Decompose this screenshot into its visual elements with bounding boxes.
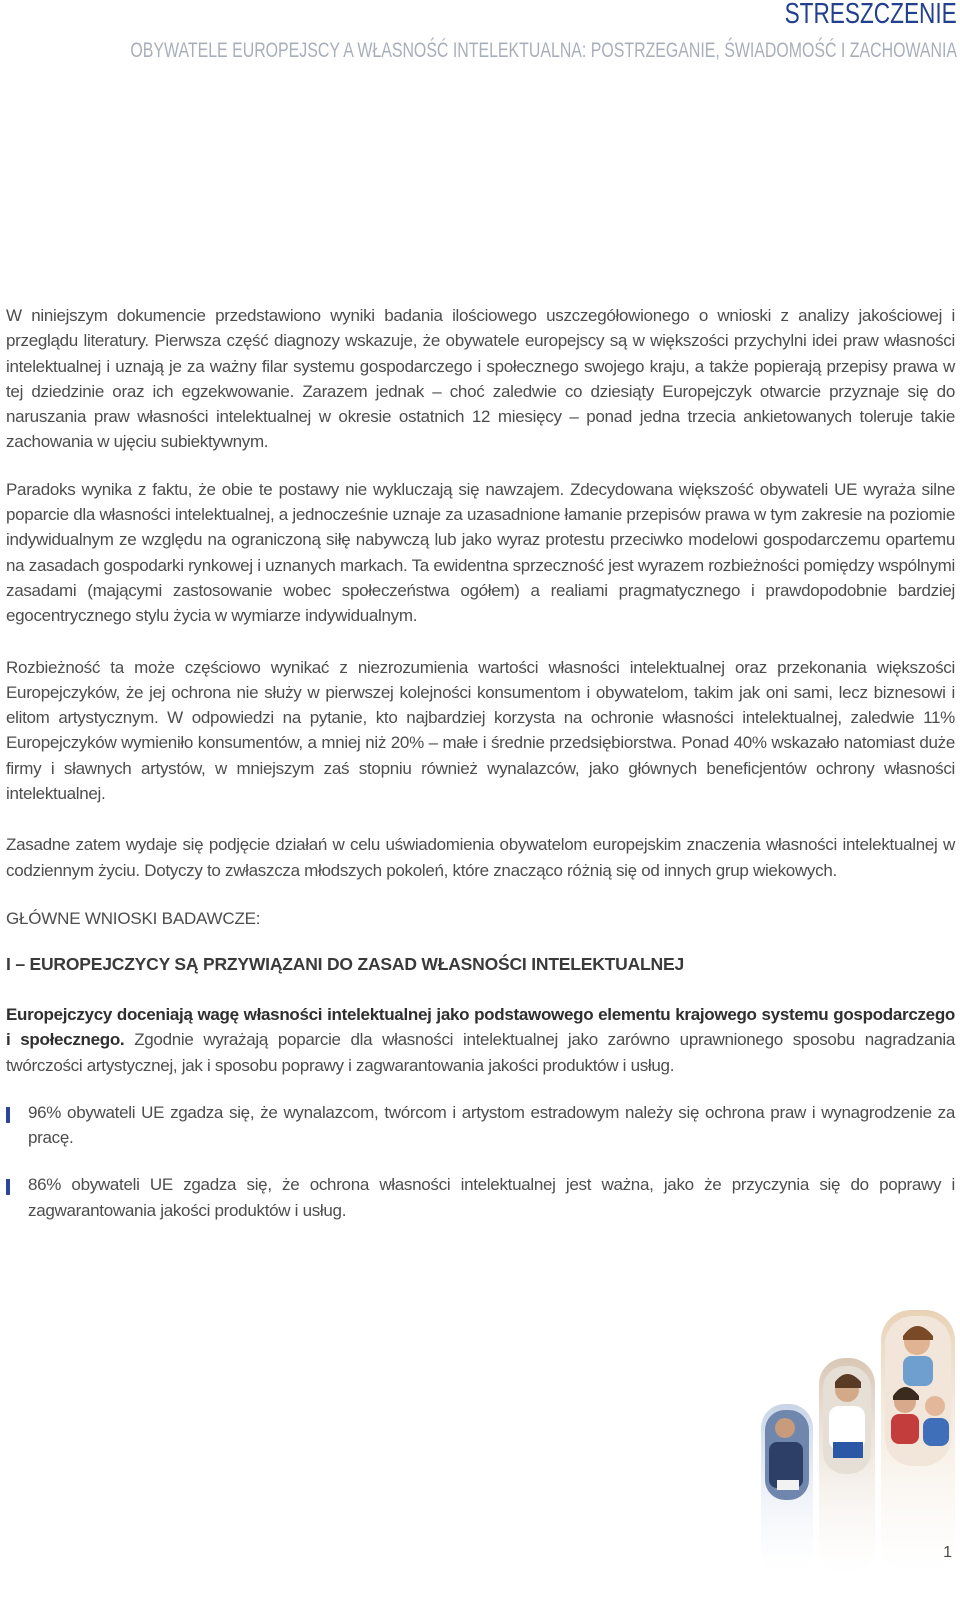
discrepancy-paragraph: Rozbieżność ta może częściowo wynikać z niezrozumienia wartości własności intelektualnej oraz przekonania większości Europejczyków, że jej ochrona nie służy w pierwszej kolejności konsumentom i obywatelom, takim jak oni sami, lecz biznesowi i elitom artystycznym. W odpowiedzi na pytanie, kto najbardziej korzysta na ochronie własności intelektualnej, zaledwie 11% Europejczyków wymieniło konsumentów, a mniej niż 20% – małe i średnie przedsiębiorstwa. Ponad 40% wskazało natomiast duże firmy i sławnych artystów, w mniejszym zaś stopniu również wynalazców, jako głównych beneficjentów ochrony własności intelektualnej.: [6, 657, 955, 804]
bullet-text: 96% obywateli UE zgadza się, że wynalazcom, twórcom i artystom estradowym należy się ochrona praw i wynagrodzenie za pracę.: [28, 1102, 955, 1148]
document-subtitle: OBYWATELE EUROPEJSCY A WŁASNOŚĆ INTELEKTUALNA: POSTRZEGANIE, ŚWIADOMOŚĆ I ZACHOWANIA: [130, 38, 957, 62]
intro-paragraph: W niniejszym dokumencie przedstawiono wyniki badania ilościowego uszczegółowionego o wnioski z analizy jakościowej i przeglądu literatury. Pierwsza część diagnozy wskazuje, że obywatele europejscy są w większości przychylni idei praw własności intelektualnej i uznają je za ważny filar systemu gospodarczego i społecznego swojego kraju, a także popierają przepisy prawa w tej dziedzinie oraz ich egzekwowanie. Zarazem jednak – choć zaledwie co dziesiąty Europejczyk otwarcie przyznaje się do naruszania praw własności intelektualnej w okresie ostatnich 12 miesięcy – ponad jedna trzecia ankietowanych toleruje takie zachowania w ujęciu subiektywnym.: [6, 306, 955, 452]
document-title: STRESZCZENIE: [784, 0, 957, 30]
lead-bold-text: Europejczycy doceniają wagę własności intelektualnej jako podstawowego elementu krajowego systemu gospodarczego i społecznego.: [6, 1004, 955, 1050]
bullet-item: [6, 1100, 955, 1151]
bullet-item: [6, 1172, 955, 1223]
photo-collage-image: [755, 1310, 960, 1614]
bullet-bar-icon: [6, 1179, 10, 1195]
lead-paragraph: [6, 1002, 955, 1078]
main-content: [6, 303, 955, 1223]
page-number: 1: [943, 1544, 952, 1561]
lead-rest-text: Zgodnie wyrażają poparcie dla własności intelektualnej jako zarówno uprawnionego sposobu nagradzania twórczości artystycznej, jak i sposobu poprawy i zagwarantowania jakości produktów i usług.: [6, 1030, 956, 1075]
paradox-paragraph: Paradoks wynika z faktu, że obie te postawy nie wykluczają się nawzajem. Zdecydowana większość obywateli UE wyraża silne poparcie dla własności intelektualnej, a jednocześnie uznaje za uzasadnione łamanie przepisów prawa w tym zakresie na poziomie indywidualnym ze względu na ograniczoną siłę nabywczą lub jako wyraz protestu przeciwko modelowi gospodarczemu opartemu na zasadach gospodarki rynkowej i uznanych markach. Ta ewidentna sprzeczność jest wyrazem rozbieżności pomiędzy wspólnymi zasadami (mającymi zastosowanie wobec społeczeństwa ogółem) a realiami pragmatycznego i prawdopodobnie bardziej egocentrycznego stylu życia w wymiarze indywidualnym.: [6, 479, 955, 626]
bullet-bar-icon: [6, 1107, 10, 1123]
bullet-text: 86% obywateli UE zgadza się, że ochrona własności intelektualnej jest ważna, jako że przyczynia się do poprawy i zagwarantowania jakości produktów i usług.: [28, 1175, 955, 1220]
awareness-paragraph: Zasadne zatem wydaje się podjęcie działań w celu uświadomienia obywatelom europejskim znaczenia własności intelektualnej w codziennym życiu. Dotyczy to zwłaszcza młodszych pokoleń, które znacząco różnią się od innych grup wiekowych.: [6, 835, 955, 880]
photo-collage: [755, 1310, 960, 1614]
section-heading: I – EUROPEJCZYCY SĄ PRZYWIĄZANI DO ZASAD WŁASNOŚCI INTELEKTUALNEJ: [6, 953, 684, 974]
findings-heading: GŁÓWNE WNIOSKI BADAWCZE:: [6, 908, 261, 928]
